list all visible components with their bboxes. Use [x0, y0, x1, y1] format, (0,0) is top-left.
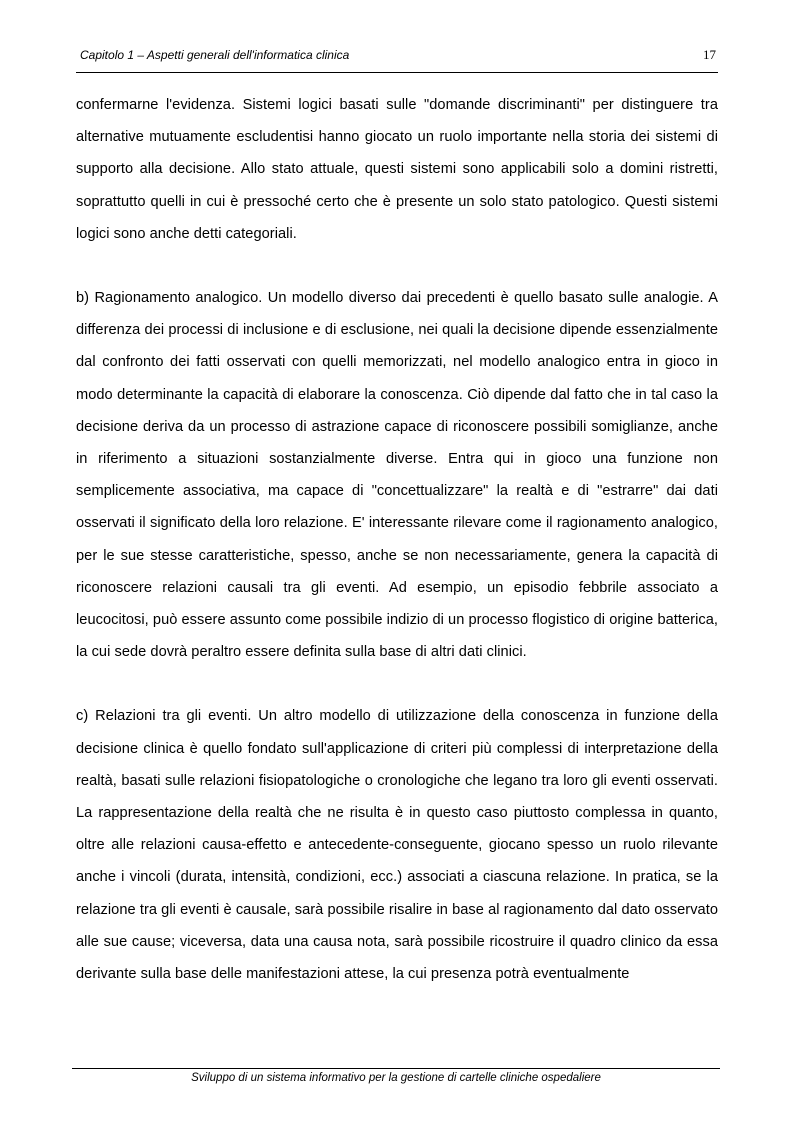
running-footer: [72, 1068, 720, 1084]
footer-title: Sviluppo di un sistema informativo per la gestione di cartelle cliniche ospedaliere: [191, 1072, 601, 1084]
paragraph-continuation: confermarne l'evidenza. Sistemi logici basati sulle "domande discriminanti" per distinguere tra alternative mutuamente escludentisi hanno giocato un ruolo importante nella storia dei sistemi di supporto alla decisione. Allo stato attuale, questi sistemi sono applicabili solo a domini ristretti, soprattutto quelli in cui è pressoché certo che è presente un solo stato patologico. Questi sistemi logici sono anche detti categoriali.: [76, 97, 718, 242]
page-number: 17: [703, 47, 716, 62]
paragraph-analogical-reasoning: b) Ragionamento analogico. Un modello diverso dai precedenti è quello basato sulle analogie. A differenza dei processi di inclusione e di esclusione, nei quali la decisione dipende essenzialmente dal confronto dei fatti osservati con quelli memorizzati, nel modello analogico entra in gioco in modo determinante la capacità di elaborare la conoscenza. Ciò dipende dal fatto che in tal caso la decisione deriva da un processo di astrazione capace di riconoscere possibili somiglianze, anche in riferimento a situazioni sostanzialmente diverse. Entra qui in gioco una funzione non semplicemente associativa, ma capace di "concettualizzare" la realtà e di "estrarre" dai dati osservati il significato della loro relazione. E' interessante rilevare come il ragionamento analogico, per le sue stesse caratteristiche, spesso, anche se non necessariamente, genera la capacità di riconoscere relazioni causali tra gli eventi. Ad esempio, un episodio febbrile associato a leucocitosi, può essere assunto come possibile indizio di un processo flogistico di origine batterica, la cui sede dovrà peraltro essere definita sulla base di altri dati clinici.: [76, 290, 718, 661]
body-text: [76, 89, 718, 1022]
paragraph-event-relations: c) Relazioni tra gli eventi. Un altro modello di utilizzazione della conoscenza in funzione della decisione clinica è quello fondato sull'applicazione di criteri più complessi di interpretazione della realtà, basati sulle relazioni fisiopatologiche o cronologiche che legano tra loro gli eventi osservati. La rappresentazione della realtà che ne risulta è in questo caso piuttosto complessa in quanto, oltre alle relazioni causa-effetto e antecedente-conseguente, giocano spesso un ruolo rilevante anche i vincoli (durata, intensità, condizioni, ecc.) associati a ciascuna relazione. In pratica, se la relazione tra gli eventi è causale, sarà possibile risalire in base al ragionamento dal dato osservato alle sue cause; viceversa, data una causa nota, sarà possibile ricostruire il quadro clinico da essa derivante sulla base delle manifestazioni attese, la cui presenza potrà eventualmente: [76, 708, 718, 983]
running-header: [76, 44, 718, 73]
chapter-title: Capitolo 1 – Aspetti generali dell'informatica clinica: [80, 48, 350, 62]
